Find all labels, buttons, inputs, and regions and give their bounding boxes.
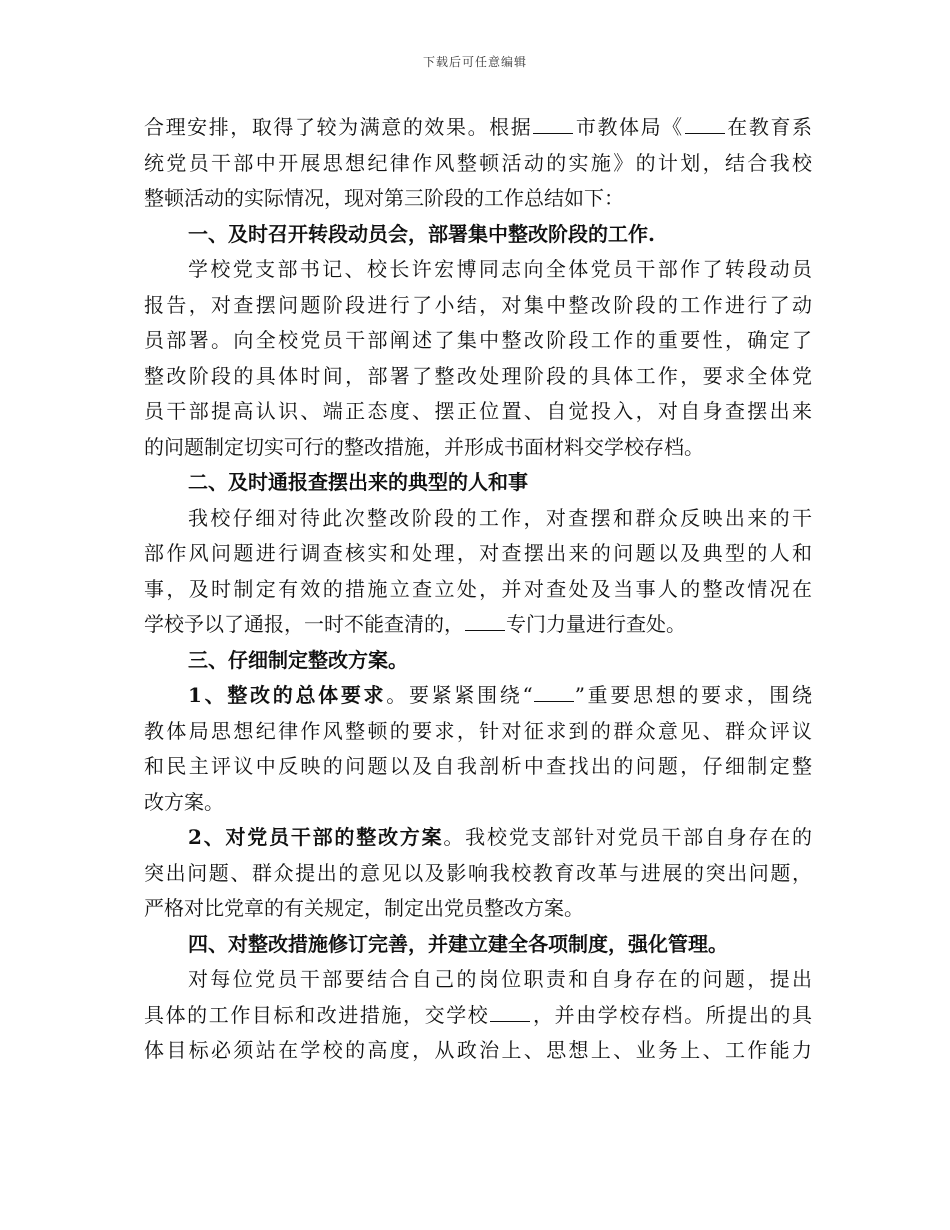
section-heading-2: 二、及时通报查摆出来的典型的人和事 — [188, 470, 528, 494]
text-fragment: 市教体局《 — [574, 115, 684, 139]
paragraph-line — [144, 820, 812, 856]
paragraph-line: 和民主评议中反映的问题以及自我剖析中查找出的问题，仔细制定整 — [144, 754, 812, 778]
text-fragment: 合理安排，取得了较为满意的效果。根据 — [144, 115, 533, 139]
paragraph-line: 我校仔细对待此次整改阶段的工作，对查摆和群众反映出来的干 — [188, 505, 812, 530]
page-header-note: 下载后可任意编辑 — [422, 55, 527, 69]
text-fragment: 在教育系 — [725, 115, 813, 139]
document-body — [144, 110, 812, 1069]
paragraph-line: 员干部提高认识、端正态度、摆正位置、自觉投入，对自身查摆出来 — [144, 399, 812, 423]
blank-field — [490, 1003, 530, 1022]
paragraph-line: 教体局思想纪律作风整顿的要求，针对征求到的群众意见、群众评议 — [144, 718, 812, 743]
paragraph-line — [144, 998, 812, 1034]
paragraph-line: 改方案。 — [144, 789, 224, 814]
blank-field — [465, 612, 505, 631]
paragraph-line: 事，及时制定有效的措施立查立处，并对查处及当事人的整改情况在 — [144, 576, 812, 601]
text-fragment: 具体的工作目标和改进措施，交学校 — [144, 1002, 490, 1027]
paragraph-line: 的问题制定切实可行的整改措施，并形成书面材料交学校存档。 — [144, 434, 704, 459]
paragraph-line: 员部署。向全校党员干部阐述了集中整改阶段工作的重要性，确定了 — [144, 328, 812, 352]
text-fragment: 学校予以了通报，一时不能查清的， — [144, 612, 464, 636]
text-fragment: 。我校党支部针对党员干部自身存在的 — [443, 825, 813, 849]
paragraph-line: 整改阶段的具体时间，部署了整改处理阶段的具体工作，要求全体党 — [144, 363, 812, 388]
paragraph-line — [144, 110, 812, 146]
paragraph-line: 严格对比党章的有关规定，制定出党员整改方案。 — [144, 896, 584, 920]
blank-field — [534, 683, 574, 702]
subheading-inline: 1、整改的总体要求 — [188, 683, 387, 707]
section-heading-3: 三、仔细制定整改方案。 — [188, 647, 408, 672]
text-fragment: 专门力量进行查处。 — [506, 612, 686, 636]
blank-field — [533, 115, 573, 134]
paragraph-line — [144, 678, 812, 714]
section-heading-1: 一、及时召开转段动员会，部署集中整改阶段的工作. — [188, 221, 655, 246]
paragraph-line: 部作风问题进行调查核实和处理，对查摆出来的问题以及典型的人和 — [144, 541, 812, 565]
text-fragment: ，并由学校存档。所提出的具 — [531, 1002, 813, 1027]
paragraph-line: 整顿活动的实际情况，现对第三阶段的工作总结如下： — [144, 186, 624, 210]
paragraph-line: 体目标必须站在学校的高度，从政治上、思想上、业务上、工作能力 — [144, 1038, 812, 1062]
paragraph-line — [144, 607, 812, 643]
blank-field — [685, 115, 725, 134]
paragraph-line: 统党员干部中开展思想纪律作风整顿活动的实施》的计划，结合我校 — [144, 150, 812, 175]
paragraph-line: 突出问题、群众提出的意见以及影响我校教育改革与进展的突出问题， — [144, 860, 812, 885]
paragraph-line: 报告，对查摆问题阶段进行了小结，对集中整改阶段的工作进行了动 — [144, 292, 812, 317]
text-fragment: ”重要思想的要求，围绕 — [574, 683, 812, 707]
section-heading-4: 四、对整改措施修订完善，并建立建全各项制度，强化管理。 — [188, 931, 728, 956]
subheading-inline: 2、对党员干部的整改方案 — [188, 825, 444, 849]
paragraph-line: 学校党支部书记、校长许宏博同志向全体党员干部作了转段动员 — [188, 257, 812, 281]
text-fragment: 。要紧紧围绕“ — [386, 683, 533, 707]
paragraph-line: 对每位党员干部要结合自己的岗位职责和自身存在的问题，提出 — [188, 967, 812, 991]
